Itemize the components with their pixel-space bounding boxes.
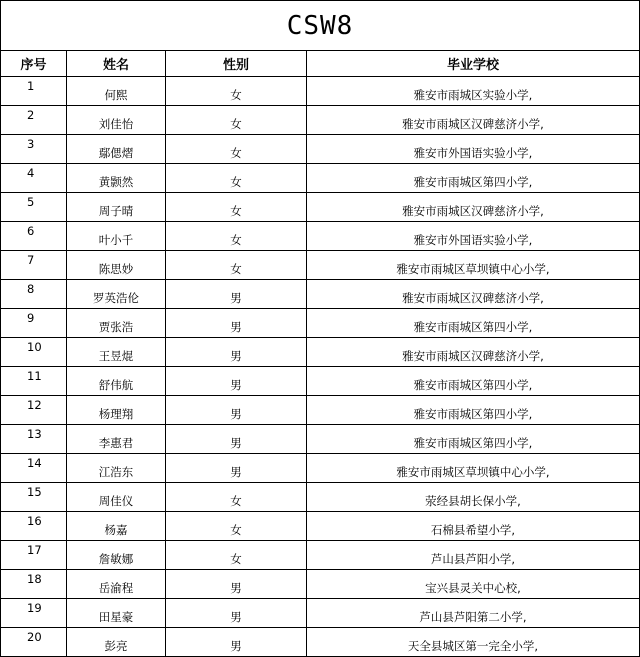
table-row (1, 280, 640, 309)
cell-school: 天全县城区第一完全小学, (307, 628, 640, 657)
cell-no: 2 (1, 106, 67, 135)
cell-no: 5 (1, 193, 67, 222)
cell-no: 12 (1, 396, 67, 425)
table-row (1, 367, 640, 396)
cell-gender: 男 (166, 628, 307, 657)
cell-name: 詹敏娜 (67, 541, 166, 570)
table-row (1, 77, 640, 106)
header-row (1, 51, 640, 77)
cell-school: 雅安市雨城区实验小学, (307, 77, 640, 106)
cell-gender: 男 (166, 570, 307, 599)
cell-name: 江浩东 (67, 454, 166, 483)
cell-no: 4 (1, 164, 67, 193)
cell-school: 雅安市雨城区草坝镇中心小学, (307, 251, 640, 280)
cell-name: 岳渝程 (67, 570, 166, 599)
table-row (1, 164, 640, 193)
table-row (1, 483, 640, 512)
table-row (1, 338, 640, 367)
cell-school: 雅安市雨城区汉碑慈济小学, (307, 338, 640, 367)
cell-no: 9 (1, 309, 67, 338)
cell-name: 周佳仪 (67, 483, 166, 512)
cell-no: 16 (1, 512, 67, 541)
cell-school: 雅安市雨城区汉碑慈济小学, (307, 106, 640, 135)
cell-gender: 男 (166, 599, 307, 628)
header-gender: 性别 (166, 51, 307, 77)
table-row (1, 193, 640, 222)
sheet-title: CSW8 (1, 1, 640, 51)
cell-school: 石棉县希望小学, (307, 512, 640, 541)
cell-name: 贾张浩 (67, 309, 166, 338)
cell-school: 雅安市雨城区第四小学, (307, 164, 640, 193)
cell-gender: 女 (166, 164, 307, 193)
cell-school: 雅安市外国语实验小学, (307, 222, 640, 251)
table-row (1, 512, 640, 541)
cell-name: 彭亮 (67, 628, 166, 657)
cell-gender: 男 (166, 309, 307, 338)
cell-gender: 女 (166, 193, 307, 222)
cell-school: 芦山县芦阳小学, (307, 541, 640, 570)
cell-school: 芦山县芦阳第二小学, (307, 599, 640, 628)
header-no: 序号 (1, 51, 67, 77)
cell-gender: 男 (166, 396, 307, 425)
cell-name: 叶小千 (67, 222, 166, 251)
cell-gender: 女 (166, 222, 307, 251)
table-row (1, 135, 640, 164)
cell-school: 雅安市雨城区第四小学, (307, 396, 640, 425)
cell-name: 陈思妙 (67, 251, 166, 280)
cell-school: 雅安市雨城区第四小学, (307, 425, 640, 454)
cell-gender: 女 (166, 512, 307, 541)
cell-no: 14 (1, 454, 67, 483)
table-row (1, 309, 640, 338)
cell-name: 罗英浩伦 (67, 280, 166, 309)
cell-gender: 男 (166, 280, 307, 309)
cell-gender: 女 (166, 77, 307, 106)
cell-name: 王昱焜 (67, 338, 166, 367)
cell-name: 鄢偲熠 (67, 135, 166, 164)
cell-gender: 女 (166, 135, 307, 164)
cell-gender: 男 (166, 425, 307, 454)
cell-no: 1 (1, 77, 67, 106)
cell-gender: 女 (166, 251, 307, 280)
table-row (1, 425, 640, 454)
cell-no: 6 (1, 222, 67, 251)
cell-gender: 女 (166, 541, 307, 570)
cell-school: 雅安市雨城区汉碑慈济小学, (307, 193, 640, 222)
cell-name: 杨嘉 (67, 512, 166, 541)
table-row (1, 454, 640, 483)
cell-no: 7 (1, 251, 67, 280)
cell-school: 荥经县胡长保小学, (307, 483, 640, 512)
cell-no: 11 (1, 367, 67, 396)
header-school: 毕业学校 (307, 51, 640, 77)
table-row (1, 396, 640, 425)
cell-gender: 男 (166, 367, 307, 396)
cell-school: 雅安市雨城区草坝镇中心小学, (307, 454, 640, 483)
cell-name: 杨理翔 (67, 396, 166, 425)
cell-school: 宝兴县灵关中心校, (307, 570, 640, 599)
title-row (1, 1, 640, 51)
cell-name: 周子晴 (67, 193, 166, 222)
table-row (1, 628, 640, 657)
cell-school: 雅安市雨城区第四小学, (307, 367, 640, 396)
cell-name: 黄颢然 (67, 164, 166, 193)
cell-name: 田星豪 (67, 599, 166, 628)
table-row (1, 570, 640, 599)
cell-name: 舒伟航 (67, 367, 166, 396)
cell-no: 19 (1, 599, 67, 628)
cell-no: 10 (1, 338, 67, 367)
cell-school: 雅安市雨城区第四小学, (307, 309, 640, 338)
cell-no: 3 (1, 135, 67, 164)
cell-name: 刘佳怡 (67, 106, 166, 135)
cell-name: 何熙 (67, 77, 166, 106)
cell-no: 8 (1, 280, 67, 309)
header-name: 姓名 (67, 51, 166, 77)
cell-school: 雅安市外国语实验小学, (307, 135, 640, 164)
cell-gender: 女 (166, 483, 307, 512)
cell-no: 13 (1, 425, 67, 454)
cell-no: 18 (1, 570, 67, 599)
table-row (1, 106, 640, 135)
cell-gender: 女 (166, 106, 307, 135)
cell-no: 20 (1, 628, 67, 657)
cell-name: 李惠君 (67, 425, 166, 454)
table-row (1, 541, 640, 570)
table-row (1, 599, 640, 628)
cell-gender: 男 (166, 454, 307, 483)
table-row (1, 251, 640, 280)
cell-no: 17 (1, 541, 67, 570)
cell-school: 雅安市雨城区汉碑慈济小学, (307, 280, 640, 309)
cell-gender: 男 (166, 338, 307, 367)
table-row (1, 222, 640, 251)
cell-no: 15 (1, 483, 67, 512)
